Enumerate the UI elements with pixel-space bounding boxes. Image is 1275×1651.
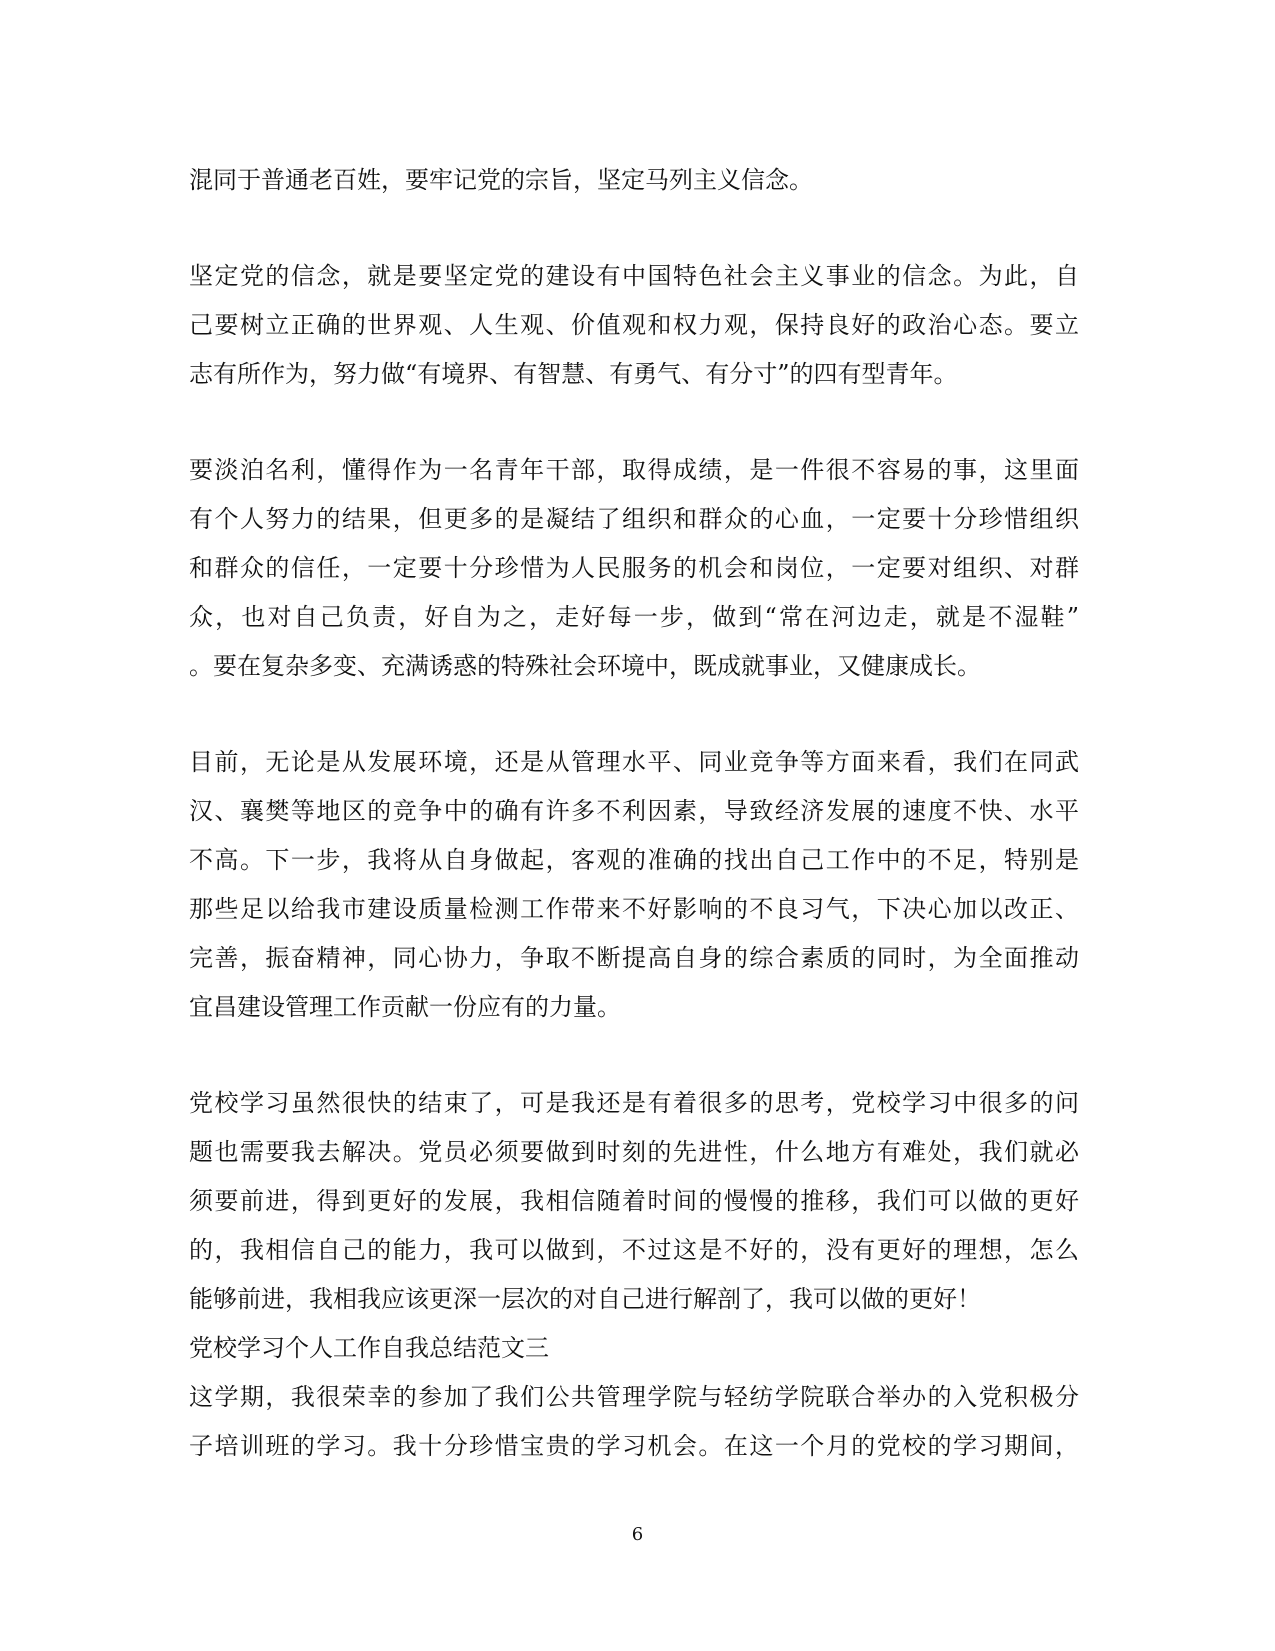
text-line: 子培训班的学习。我十分珍惜宝贵的学习机会。在这一个月的党校的学习期间， xyxy=(189,1432,1079,1460)
text-line: 志有所作为，努力做“有境界、有智慧、有勇气、有分寸”的四有型青年。 xyxy=(189,360,958,388)
paragraph-gap xyxy=(189,691,1079,738)
paragraph xyxy=(189,1079,1079,1324)
text-line: 党校学习虽然很快的结束了，可是我还是有着很多的思考，党校学习中很多的问 xyxy=(189,1089,1079,1117)
text-line: 须要前进，得到更好的发展，我相信随着时间的慢慢的推移，我们可以做的更好 xyxy=(189,1187,1079,1215)
text-line: 那些足以给我市建设质量检测工作带来不好影响的不良习气，下决心加以改正、 xyxy=(189,895,1079,923)
text-line: 众，也对自己负责，好自为之，走好每一步，做到“常在河边走，就是不湿鞋” xyxy=(189,603,1079,631)
text-line: 己要树立正确的世界观、人生观、价值观和权力观，保持良好的政治心态。要立 xyxy=(189,311,1079,339)
paragraph-gap xyxy=(189,1032,1079,1079)
text-line: 题也需要我去解决。党员必须要做到时刻的先进性，什么地方有难处，我们就必 xyxy=(189,1138,1079,1166)
text-line: 目前，无论是从发展环境，还是从管理水平、同业竞争等方面来看，我们在同武 xyxy=(189,748,1079,776)
paragraph-gap xyxy=(189,399,1079,446)
text-line: 完善，振奋精神，同心协力，争取不断提高自身的综合素质的同时，为全面推动 xyxy=(189,944,1079,972)
text-line: 能够前进，我相我应该更深一层次的对自己进行解剖了，我可以做的更好！ xyxy=(189,1285,981,1313)
paragraph-gap xyxy=(189,205,1079,252)
paragraph xyxy=(189,738,1079,1032)
text-line: 不高。下一步，我将从自身做起，客观的准确的找出自己工作中的不足，特别是 xyxy=(189,846,1079,874)
page-number: 6 xyxy=(631,1524,644,1545)
heading-text: 党校学习个人工作自我总结范文三 xyxy=(189,1334,549,1362)
text-line: 和群众的信任，一定要十分珍惜为人民服务的机会和岗位，一定要对组织、对群 xyxy=(189,554,1079,582)
text-line: 坚定党的信念，就是要坚定党的建设有中国特色社会主义事业的信念。为此，自 xyxy=(189,262,1079,290)
text-line: 混同于普通老百姓，要牢记党的宗旨，坚定马列主义信念。 xyxy=(189,166,813,194)
paragraph xyxy=(189,156,1079,205)
paragraph xyxy=(189,1373,1079,1471)
text-line: 宜昌建设管理工作贡献一份应有的力量。 xyxy=(189,993,621,1021)
text-line: 的，我相信自己的能力，我可以做到，不过这是不好的，没有更好的理想，怎么 xyxy=(189,1236,1079,1264)
section-heading xyxy=(189,1324,1079,1373)
text-line: 。要在复杂多变、充满诱惑的特殊社会环境中，既成就事业，又健康成长。 xyxy=(189,652,981,680)
paragraph xyxy=(189,446,1079,691)
text-line: 汉、襄樊等地区的竞争中的确有许多不利因素，导致经济发展的速度不快、水平 xyxy=(189,797,1079,825)
text-line: 有个人努力的结果，但更多的是凝结了组织和群众的心血，一定要十分珍惜组织 xyxy=(189,505,1079,533)
paragraph xyxy=(189,252,1079,399)
text-line: 这学期，我很荣幸的参加了我们公共管理学院与轻纺学院联合举办的入党积极分 xyxy=(189,1383,1079,1411)
text-line: 要淡泊名利，懂得作为一名青年干部，取得成绩，是一件很不容易的事，这里面 xyxy=(189,456,1079,484)
document-body xyxy=(189,156,1079,1471)
